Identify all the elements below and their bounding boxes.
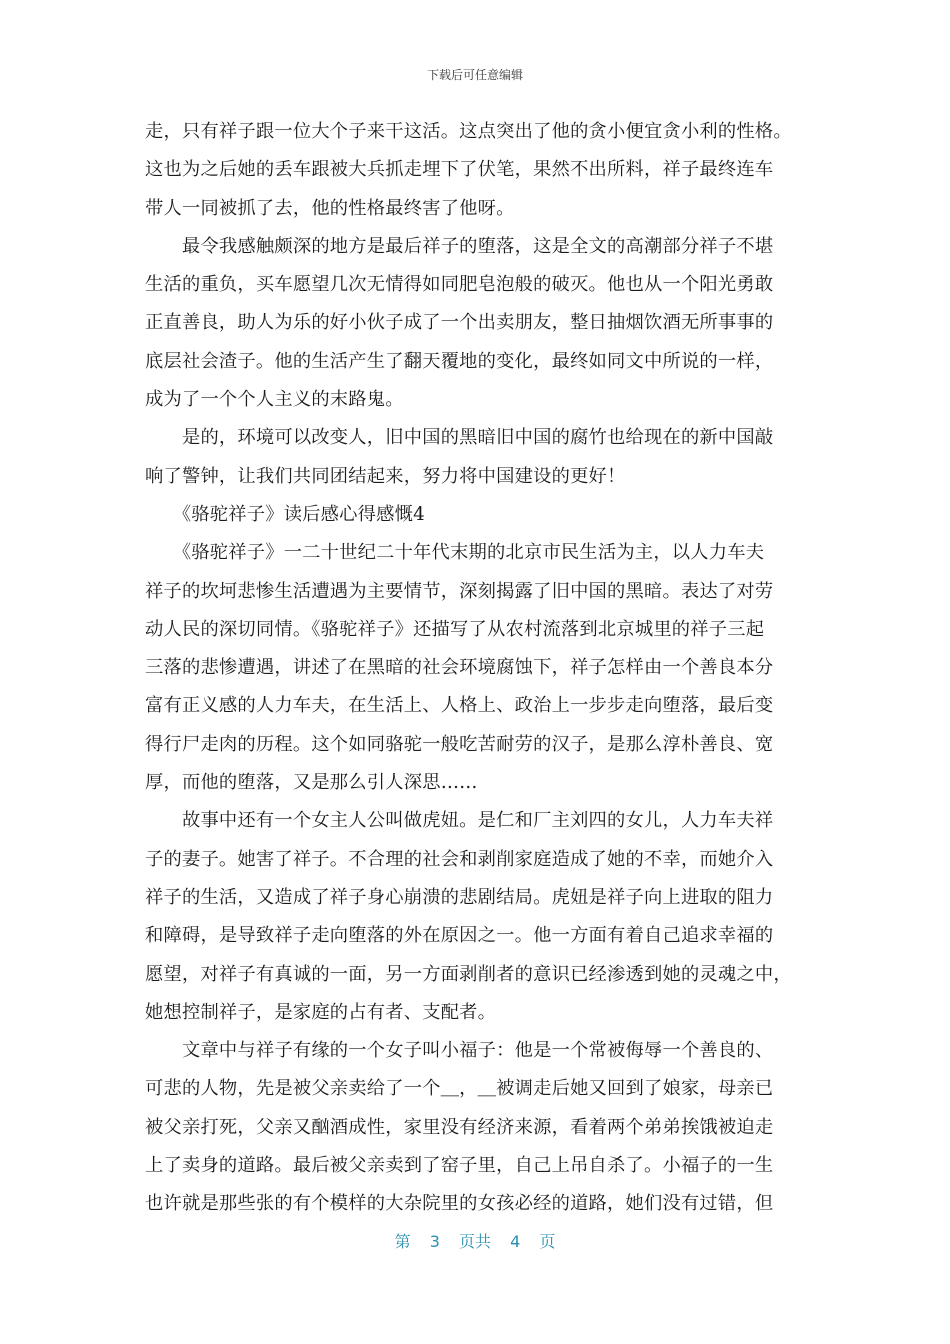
text-line: 《骆驼祥子》一二十世纪二十年代末期的北京市民生活为主，以人力车夫 xyxy=(145,542,765,564)
text-line: 最令我感触颇深的地方是最后祥子的堕落，这是全文的高潮部分祥子不堪 xyxy=(145,235,774,257)
text-line: 文章中与祥子有缘的一个女子叫小福子：他是一个常被侮辱一个善良的、 xyxy=(145,1040,774,1062)
text-line: 生活的重负，买车愿望几次无情得如同肥皂泡般的破灭。他也从一个阳光勇敢 xyxy=(145,274,774,296)
text-line: 也许就是那些张的有个模样的大杂院里的女孩必经的道路，她们没有过错，但 xyxy=(145,1193,774,1215)
text-line: 祥子的坎坷悲惨生活遭遇为主要情节，深刻揭露了旧中国的黑暗。表达了对劳 xyxy=(145,580,774,602)
text-line: 富有正义感的人力车夫，在生活上、人格上、政治上一步步走向堕落，最后变 xyxy=(145,695,774,717)
text-line: 是的，环境可以改变人，旧中国的黑暗旧中国的腐竹也给现在的新中国敲 xyxy=(145,427,774,449)
text-line: 带人一同被抓了去，他的性格最终害了他呀。 xyxy=(145,197,515,219)
text-line: 得行尸走肉的历程。这个如同骆驼一般吃苦耐劳的汉子，是那么淳朴善良、宽 xyxy=(145,733,774,755)
text-line: 故事中还有一个女主人公叫做虎妞。是仁和厂主刘四的女儿，人力车夫祥 xyxy=(145,810,774,832)
text-line: 祥子的生活，又造成了祥子身心崩溃的悲剧结局。虎妞是祥子向上进取的阻力 xyxy=(145,886,774,908)
text-line: 响了警钟，让我们共同团结起来，努力将中国建设的更好！ xyxy=(145,465,626,487)
text-line: 被父亲打死，父亲又酗酒成性，家里没有经济来源，看着两个弟弟挨饿被迫走 xyxy=(145,1116,774,1138)
page-header: 下载后可任意编辑 xyxy=(426,68,523,82)
text-line: 正直善良，助人为乐的好小伙子成了一个出卖朋友，整日抽烟饮酒无所事事的 xyxy=(145,312,774,334)
page-footer: 第 3 页共 4 页 xyxy=(394,1232,556,1251)
text-line: 子的妻子。她害了祥子。不合理的社会和剥削家庭造成了她的不幸，而她介入 xyxy=(145,848,774,870)
text-line: 三落的悲惨遭遇，讲述了在黑暗的社会环境腐蚀下，祥子怎样由一个善良本分 xyxy=(145,657,774,679)
document-body xyxy=(145,113,815,1224)
text-line: 这也为之后她的丢车跟被大兵抓走埋下了伏笔，果然不出所料，祥子最终连车 xyxy=(145,159,774,181)
text-line: 成为了一个个人主义的末路鬼。 xyxy=(145,389,404,411)
text-line: 上了卖身的道路。最后被父亲卖到了窑子里，自己上吊自杀了。小福子的一生 xyxy=(145,1155,774,1177)
section-heading: 《骆驼祥子》读后感心得感慨4 xyxy=(145,503,425,525)
text-line: 和障碍，是导致祥子走向堕落的外在原因之一。他一方面有着自己追求幸福的 xyxy=(145,925,774,947)
text-line: 她想控制祥子，是家庭的占有者、支配者。 xyxy=(145,1001,497,1023)
text-line: 动人民的深切同情。《骆驼祥子》还描写了从农村流落到北京城里的祥子三起 xyxy=(145,618,765,640)
text-line: 走，只有祥子跟一位大个子来干这活。这点突出了他的贪小便宜贪小利的性格。 xyxy=(145,121,792,142)
text-line: 底层社会渣子。他的生活产生了翻天覆地的变化，最终如同文中所说的一样， xyxy=(145,350,774,372)
text-line: 愿望，对祥子有真诚的一面，另一方面剥削者的意识已经渗透到她的灵魂之中， xyxy=(145,963,792,985)
text-line: 厚，而他的堕落，又是那么引人深思…… xyxy=(145,772,478,794)
text-line: 可悲的人物，先是被父亲卖给了一个＿，＿被调走后她又回到了娘家，母亲已 xyxy=(145,1078,774,1100)
